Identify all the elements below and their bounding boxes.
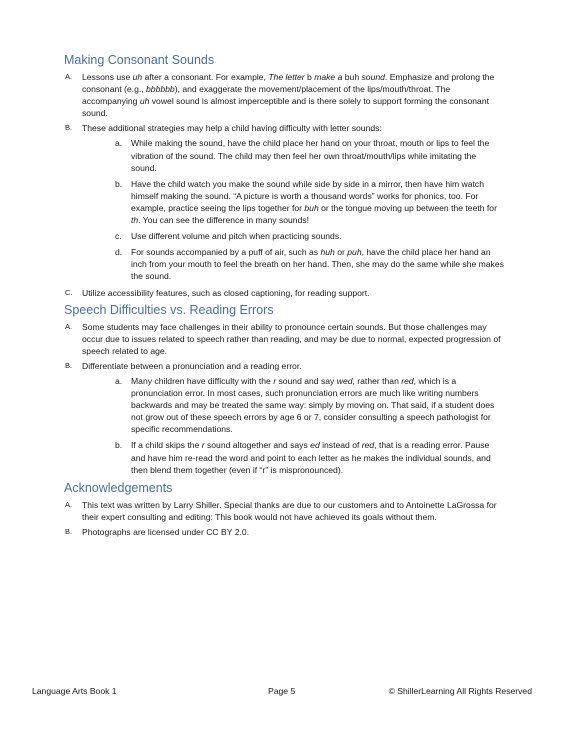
list-marker: A. — [65, 499, 73, 509]
list-item — [64, 360, 504, 476]
footer-book-title: Language Arts Book 1 — [32, 686, 117, 696]
italic-term: wed — [336, 375, 353, 386]
list-marker: B. — [65, 123, 73, 133]
item-text: These additional strategies may help a child having difficulty with letter sounds: — [82, 123, 382, 134]
page-footer — [32, 686, 532, 700]
sub-list-item — [82, 137, 504, 173]
sub-list-item — [82, 246, 504, 282]
list-item — [64, 499, 504, 523]
section-heading: Speech Difficulties vs. Reading Errors — [64, 302, 274, 317]
section-speech-difficulties — [64, 302, 504, 476]
italic-term: make a — [314, 72, 343, 82]
list-marker: B. — [65, 360, 73, 370]
item-text: Some students may face challenges in their ability to pronounce certain sounds. But those challenges may occur due to issues related to speech rather than reading, and may be due to normal, expected progression of speech related to age. — [82, 321, 501, 356]
item-list — [64, 499, 504, 538]
item-list — [64, 321, 504, 476]
italic-term: uh — [139, 96, 150, 107]
item-list — [64, 71, 504, 299]
sub-list — [82, 375, 504, 476]
italic-term: red — [401, 375, 414, 386]
list-item — [64, 71, 504, 119]
footer-copyright: © ShillerLearning All Rights Reserved — [388, 686, 532, 696]
italic-term: buh — [304, 202, 319, 213]
section-heading: Acknowledgements — [64, 480, 173, 495]
sub-list-item — [82, 230, 504, 242]
italic-term: r — [273, 375, 277, 386]
list-marker: a. — [115, 138, 123, 149]
sub-list — [82, 137, 504, 282]
item-text: This text was written by Larry Shiller. Special thanks are due to our customers and to Antoinette LaGrossa for their expert consulting and editing: This book would not have achieved its goals without them. — [82, 499, 497, 522]
list-item — [64, 526, 504, 538]
footer-page-number: Page 5 — [268, 686, 296, 696]
sub-list-item — [82, 375, 504, 435]
sub-list-item — [82, 178, 504, 226]
list-marker: A. — [65, 72, 73, 81]
italic-term: uh — [132, 72, 143, 82]
sub-list-item — [82, 439, 504, 475]
list-marker: B. — [65, 526, 73, 536]
item-text: For sounds accompanied by a puff of air, such as huh or puh, have the child place her hand an inch from your mouth to feel the breath on her hand. Then, she may do the same while she makes the sound. — [131, 247, 504, 282]
item-text: Use different volume and pitch when practicing sounds. — [131, 231, 342, 242]
italic-term: r — [201, 440, 205, 451]
list-marker: b. — [115, 440, 123, 451]
list-item — [64, 122, 504, 282]
list-item — [64, 321, 504, 357]
list-marker: A. — [65, 321, 73, 331]
item-text: Have the child watch you make the sound while side by side in a mirror, then have him watch himself making the sound. “A picture is worth a thousand words” works for phonics, too. For example, practice seeing the lips together for buh or the tongue moving up between the teeth for th. You can see the difference in many sounds! — [131, 178, 497, 226]
list-marker: b. — [115, 178, 123, 189]
section-acknowledgements — [64, 480, 504, 538]
item-text: Utilize accessibility features, such as closed captioning, for reading support. — [82, 287, 370, 298]
list-marker: a. — [115, 375, 123, 386]
section-heading: Making Consonant Sounds — [64, 53, 215, 67]
list-marker: d. — [115, 247, 123, 258]
item-text: Many children have difficulty with the r sound and say wed, rather than red, which is a pronunciation error. In most cases, such pronunciation errors are much like writing numbers backwards and may be treated the same way: simply by moving on. That said, if a student does not grow out of these speech errors by age 6 or 7, consider consulting a speech pathologist for specific recommendations. — [131, 375, 495, 435]
item-text: Lessons use uh after a consonant. For example, The letter b make a buh sound. Emphasize and prolong the consonant (e.g., bbbbbb), and exaggerate the movement/placement of the lips/mouth/throat. The accompanying uh vowel sound is almost imperceptible and is there solely to support forming the consonant sound. — [82, 72, 495, 119]
italic-term: bbbbbb — [146, 84, 175, 95]
item-text: If a child skips the r sound altogether and says ed instead of red, that is a reading error. Pause and have him re-read the word and point to each letter as he makes the individual sounds, and then blend them together (even if “r” is mispronounced). — [131, 440, 491, 475]
italic-term: ed — [310, 440, 320, 451]
list-item — [64, 287, 504, 299]
item-text: Differentiate between a pronunciation and a reading error. — [82, 360, 302, 371]
italic-term: huh — [320, 247, 335, 258]
italic-term: sound — [361, 72, 385, 82]
italic-term: The letter — [268, 72, 305, 82]
item-text: Photographs are licensed under CC BY 2.0. — [82, 526, 250, 537]
italic-term: puh — [347, 247, 362, 258]
list-marker: c. — [115, 231, 122, 242]
page-content — [64, 52, 504, 541]
list-marker: C. — [65, 287, 73, 297]
italic-term: red — [361, 440, 375, 451]
section-making-consonant-sounds — [64, 52, 504, 299]
item-text: While making the sound, have the child place her hand on your throat, mouth or lips to feel the vibration of the sound. The child may then feel her own throat/mouth/lips while imitating the sound. — [131, 138, 490, 173]
italic-term: th — [131, 215, 139, 226]
